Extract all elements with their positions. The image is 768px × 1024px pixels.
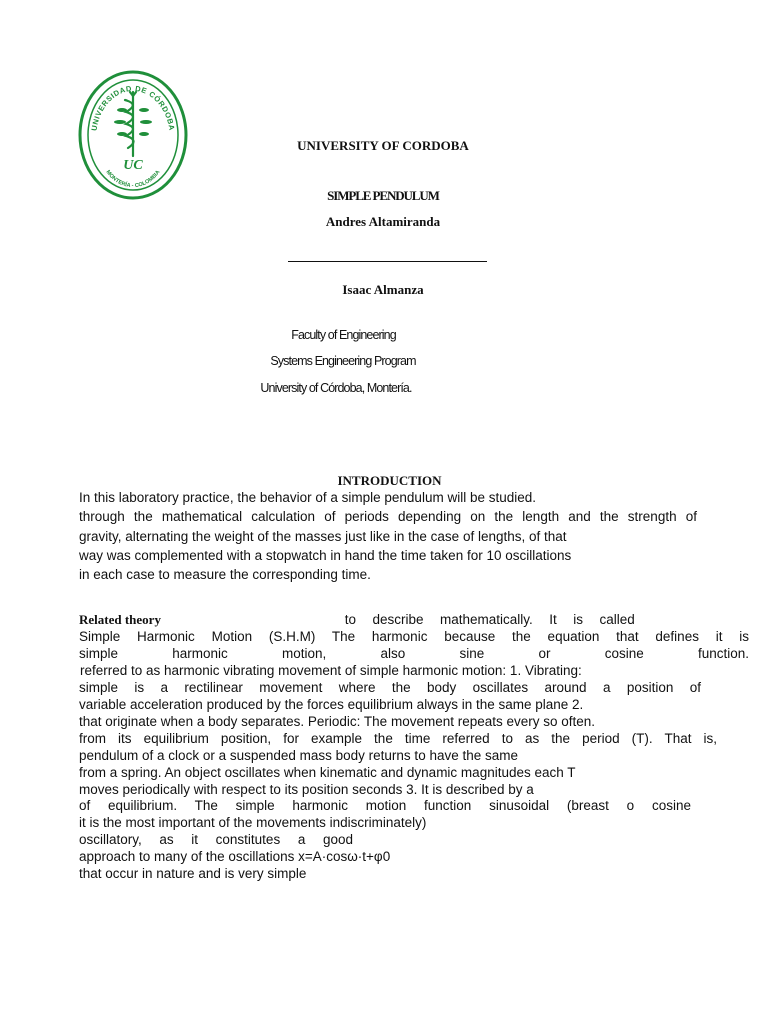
seal-monogram: UC [123,158,143,173]
theory-line: oscillatory, as it constitutes a good [79,832,353,848]
theory-line: pendulum of a clock or a suspended mass body returns to have the same [79,747,519,763]
author-name-2: Isaac Almanza [342,282,424,297]
theory-line: it is the most important of the movements indiscriminately) [79,815,427,831]
affiliation-university: University of Córdoba, Montería. [260,381,412,395]
theory-line: of equilibrium. The simple harmonic motion function sinusoidal (breast o cosine [79,798,691,814]
theory-line: that occur in nature and is very simple [79,866,307,882]
affiliation-faculty: Faculty of Engineering [291,328,396,342]
theory-line: to describe mathematically. It is called [344,612,635,627]
theory-line: from its equilibrium position, for example the time referred to as the period (T). That is, [79,730,717,746]
subject-title: SIMPLE PENDULUM [327,188,439,203]
signature-line [288,261,487,262]
seal-top-text: UNIVERSIDAD DE CÓRDOBA [89,83,177,132]
theory-line: that originate when a body separates. Periodic: The movement repeats every so often. [79,713,596,729]
theory-line: simple is a rectilinear movement where the body oscillates around a position of [79,679,701,695]
intro-line: through the mathematical calculation of periods depending on the length and the strength of [79,509,697,525]
seal-bottom-text: MONTERÍA - COLOMBIA [104,169,162,190]
intro-line: gravity, alternating the weight of the masses just like in the case of lengths, of that [79,528,567,544]
introduction-heading: INTRODUCTION [337,473,442,488]
introduction-paragraph [79,488,697,584]
related-theory-heading: Related theory [79,612,161,627]
author-name-1: Andres Altamiranda [325,214,441,229]
theory-line: moves periodically with respect to its position seconds 3. It is described by a [79,781,534,797]
university-seal-logo [78,70,188,200]
theory-line: referred to as harmonic vibrating movement of simple harmonic motion: 1. Vibrating: [80,662,582,678]
theory-line: Simple Harmonic Motion (S.H.M) The harmonic because the equation that defines it is [79,628,749,644]
intro-line: In this laboratory practice, the behavior of a simple pendulum will be studied. [79,490,536,505]
university-title: UNIVERSITY OF CORDOBA [297,138,469,153]
theory-line: from a spring. An object oscillates when kinematic and dynamic magnitudes each T [79,764,576,780]
theory-line: approach to many of the oscillations x=A·cosω·t+φ0 [79,849,391,865]
related-theory-section [79,612,749,883]
intro-line: in each case to measure the corresponding time. [79,567,371,583]
theory-line: simple harmonic motion, also sine or cosine function. [79,645,749,661]
intro-line: way was complemented with a stopwatch in hand the time taken for 10 oscillations [79,547,572,563]
theory-line: variable acceleration produced by the forces equilibrium always in the same plane 2. [79,696,584,712]
affiliation-program: Systems Engineering Program [270,354,416,368]
